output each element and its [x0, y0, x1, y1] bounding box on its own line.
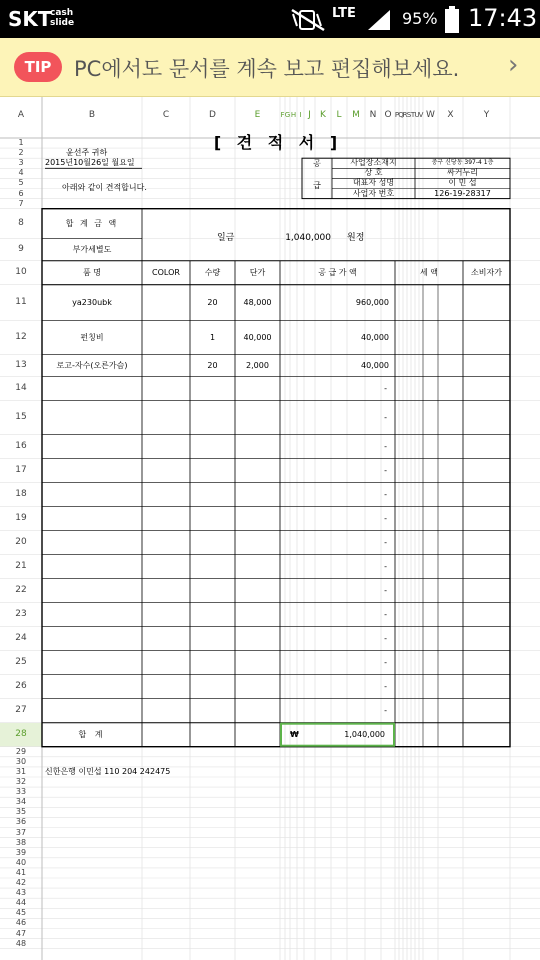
row-header-31[interactable]: 31 — [15, 766, 27, 776]
row-header-5[interactable]: 5 — [18, 178, 24, 188]
column-header-w[interactable]: W — [426, 109, 435, 120]
cashslide-top: cash — [50, 8, 74, 18]
sum-currency: ₩ — [290, 729, 299, 739]
battery-percent: 95% — [402, 9, 438, 28]
row-header-23[interactable]: 23 — [15, 609, 27, 620]
column-header-s[interactable]: S — [406, 110, 412, 119]
item-supply[interactable]: 40,000 — [361, 332, 389, 342]
empty-supply[interactable]: - — [384, 465, 387, 475]
lte-label: LTE — [332, 6, 356, 21]
column-header-r[interactable]: R — [402, 110, 408, 119]
column-header-m[interactable]: M — [352, 109, 360, 120]
column-header-h[interactable]: H — [290, 110, 297, 119]
table-header-cell: 세 액 — [420, 267, 438, 277]
table-header-cell: 소비자가 — [471, 267, 502, 277]
row-header-11[interactable]: 11 — [15, 297, 27, 308]
item-price[interactable]: 40,000 — [243, 332, 272, 342]
amount-prefix: 일금 — [217, 233, 235, 244]
table-header-cell: COLOR — [152, 267, 180, 277]
column-header-t[interactable]: T — [410, 110, 416, 119]
column-header-b[interactable]: B — [88, 109, 96, 120]
column-header-q[interactable]: Q — [398, 110, 404, 119]
sum-label: 합 계 — [78, 729, 106, 739]
row-header-15[interactable]: 15 — [15, 412, 27, 423]
amount-value: 1,040,000 — [285, 233, 331, 244]
row-header-41[interactable]: 41 — [15, 867, 27, 877]
carrier-label: SKT — [8, 7, 52, 31]
supplier-value: 126-19-28317 — [434, 188, 491, 198]
column-header-j[interactable]: J — [308, 109, 311, 120]
empty-supply[interactable]: - — [384, 609, 387, 619]
empty-supply[interactable]: - — [384, 537, 387, 547]
row-header-42[interactable]: 42 — [15, 878, 27, 888]
empty-supply[interactable]: - — [384, 561, 387, 571]
row-header-22[interactable]: 22 — [15, 585, 27, 596]
supplier-value: 중구 신당동 397-4 1층 — [431, 159, 494, 167]
mute-vibrate-icon — [290, 8, 326, 32]
row-header-30[interactable]: 30 — [15, 756, 27, 766]
battery-icon — [444, 6, 460, 34]
column-header-y[interactable]: Y — [483, 109, 490, 120]
row-header-13[interactable]: 13 — [15, 360, 27, 371]
column-header-n[interactable]: N — [369, 109, 377, 120]
column-header-a[interactable]: A — [17, 109, 25, 120]
item-qty[interactable]: 20 — [207, 360, 218, 370]
document-title: [ 견 적 서 ] — [213, 133, 343, 153]
row-header-27[interactable]: 27 — [15, 705, 27, 716]
item-qty[interactable]: 20 — [207, 297, 218, 307]
item-qty[interactable]: 1 — [209, 332, 216, 342]
bank-info: 신한은행 이민섭 110 204 242475 — [45, 766, 171, 776]
recipient: 윤선주 귀하 — [66, 148, 108, 158]
row-header-4[interactable]: 4 — [18, 168, 24, 178]
row-header-33[interactable]: 33 — [15, 787, 27, 797]
row-header-45[interactable]: 45 — [15, 908, 27, 918]
empty-supply[interactable]: - — [384, 513, 387, 523]
row-header-43[interactable]: 43 — [15, 888, 27, 898]
column-header-o[interactable]: O — [384, 109, 392, 120]
empty-supply[interactable]: - — [384, 412, 387, 422]
empty-supply[interactable]: - — [384, 681, 387, 691]
row-header-19[interactable]: 19 — [15, 513, 27, 524]
row-header-14[interactable]: 14 — [15, 383, 27, 394]
supplier-label: 사업자 번호 — [352, 188, 395, 198]
supplier-label: 사업장소재지 — [350, 158, 397, 168]
clock: 17:43 — [468, 4, 538, 32]
signal-icon — [366, 8, 392, 32]
empty-supply[interactable]: - — [384, 585, 387, 595]
row-header-35[interactable]: 35 — [15, 807, 27, 817]
supplier-value: 이 민 섭 — [448, 178, 477, 188]
row-header-9[interactable]: 9 — [18, 244, 24, 255]
row-header-48[interactable]: 48 — [15, 938, 27, 948]
column-header-x[interactable]: X — [447, 109, 454, 120]
row-header-8[interactable]: 8 — [18, 218, 24, 229]
column-header-c[interactable]: C — [162, 109, 170, 120]
column-header-g[interactable]: G — [284, 110, 291, 119]
cashslide-bottom: slide — [50, 18, 75, 28]
column-header-i[interactable]: I — [299, 110, 302, 119]
row-header-17[interactable]: 17 — [15, 465, 27, 476]
tip-badge: TIP — [14, 52, 62, 82]
supplier-label: 상 호 — [364, 168, 383, 178]
empty-supply[interactable]: - — [384, 383, 387, 393]
item-price[interactable]: 2,000 — [246, 360, 269, 370]
empty-supply[interactable]: - — [384, 657, 387, 667]
row-header-1[interactable]: 1 — [18, 138, 24, 148]
sum-value: 1,040,000 — [344, 729, 385, 739]
row-header-3[interactable]: 3 — [18, 158, 24, 168]
row-header-47[interactable]: 47 — [15, 928, 27, 938]
item-name[interactable]: 로고-자수(오른가슴) — [56, 360, 128, 370]
row-header-16[interactable]: 16 — [15, 441, 27, 452]
spreadsheet[interactable] — [0, 97, 540, 960]
status-bar — [0, 0, 540, 38]
supplier-side-top: 공 — [313, 159, 321, 169]
item-name[interactable]: 펀칭비 — [80, 332, 104, 342]
item-name[interactable]: ya230ubk — [72, 297, 112, 307]
row-header-20[interactable]: 20 — [15, 537, 27, 548]
column-header-f[interactable]: F — [280, 110, 285, 119]
item-price[interactable]: 48,000 — [243, 297, 272, 307]
column-header-v[interactable]: V — [418, 110, 424, 119]
column-header-l[interactable]: L — [336, 109, 342, 120]
row-header-12[interactable]: 12 — [15, 332, 27, 343]
column-header-e[interactable]: E — [254, 109, 261, 120]
row-header-18[interactable]: 18 — [15, 489, 27, 500]
chevron-right-icon[interactable]: › — [508, 50, 519, 80]
row-header-7[interactable]: 7 — [18, 198, 24, 208]
column-header-p[interactable]: P — [394, 110, 400, 119]
column-header-u[interactable]: U — [414, 110, 420, 119]
row-header-40[interactable]: 40 — [15, 857, 27, 867]
item-supply[interactable]: 960,000 — [355, 297, 389, 307]
quote-date: 2015년10월26일 월요일 — [45, 158, 135, 168]
row-header-36[interactable]: 36 — [15, 817, 27, 827]
column-header-d[interactable]: D — [209, 109, 216, 120]
row-header-24[interactable]: 24 — [15, 633, 27, 644]
row-header-6[interactable]: 6 — [18, 188, 24, 198]
row-header-44[interactable]: 44 — [15, 898, 27, 908]
row-header-10[interactable]: 10 — [15, 267, 27, 278]
supplier-side-bottom: 급 — [313, 181, 321, 191]
amount-suffix: 원정 — [347, 233, 365, 244]
supplier-value: 싸커누리 — [447, 168, 478, 178]
empty-supply[interactable]: - — [384, 489, 387, 499]
item-supply[interactable]: 40,000 — [361, 360, 389, 370]
table-header-cell: 수량 — [204, 267, 221, 277]
row-header-28[interactable]: 28 — [15, 729, 27, 740]
row-header-2[interactable]: 2 — [18, 148, 24, 158]
intro-text: 아래와 같이 견적합니다. — [62, 183, 147, 193]
row-header-46[interactable]: 46 — [15, 918, 27, 928]
table-header-cell: 품 명 — [83, 267, 101, 277]
row-header-34[interactable]: 34 — [15, 797, 27, 807]
row-header-26[interactable]: 26 — [15, 681, 27, 692]
column-header-k[interactable]: K — [320, 109, 326, 120]
row-header-39[interactable]: 39 — [15, 847, 27, 857]
row-header-21[interactable]: 21 — [15, 561, 27, 572]
table-header-cell: 단가 — [249, 267, 266, 277]
row-header-32[interactable]: 32 — [15, 777, 27, 787]
row-header-38[interactable]: 38 — [15, 837, 27, 847]
tip-banner[interactable] — [0, 38, 540, 97]
empty-supply[interactable]: - — [384, 705, 387, 715]
tip-message[interactable]: PC에서도 문서를 계속 보고 편집해보세요. — [74, 57, 460, 81]
empty-supply[interactable]: - — [384, 633, 387, 643]
table-header-cell: 공 급 가 액 — [318, 267, 357, 277]
supplier-label: 대표자 성명 — [352, 178, 395, 188]
cashslide-icon — [50, 8, 74, 28]
total-amount-label: 합 계 금 액 — [65, 218, 119, 228]
vat-label: 부가세별도 — [72, 244, 112, 254]
row-header-37[interactable]: 37 — [15, 827, 27, 837]
row-header-29[interactable]: 29 — [15, 746, 27, 756]
empty-supply[interactable]: - — [384, 441, 387, 451]
row-header-25[interactable]: 25 — [15, 657, 27, 668]
